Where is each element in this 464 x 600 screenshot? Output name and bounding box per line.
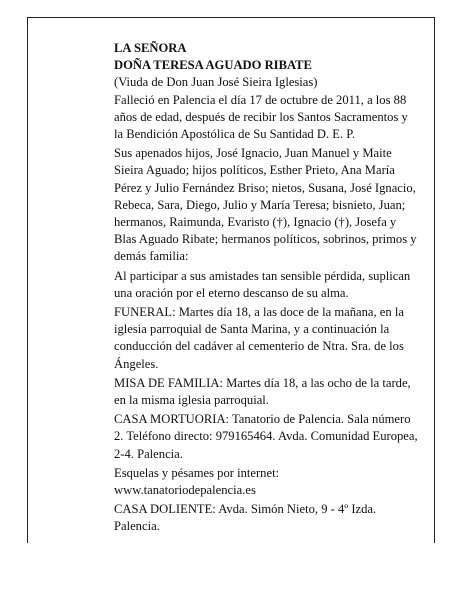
- online-condolences-url[interactable]: www.tanatoriodepalencia.es: [114, 483, 256, 498]
- family-paragraph: Sus apenados hijos, José Ignacio, Juan Manuel y Maite Sieira Aguado; hijos políticos, Esther Prieto, Ana María Pérez y Julio Fernández Briso; nietos, Susana, José Ignacio, Rebeca, Sara, Diego, Julio y María Teresa; bisnieto, Juan; hermanos, Raimunda, Evaristo (†), Ignacio (†), Josefa y Blas Aguado Ribate; hermanos políticos, sobrinos, primos y demás familia:: [114, 146, 417, 264]
- online-condolences-label: Esquelas y pésames por internet:: [114, 465, 280, 480]
- obituary-notice: [114, 40, 419, 536]
- funeral-paragraph: FUNERAL: Martes día 18, a las doce de la mañana, en la iglesia parroquial de Santa Marina, y a continuación la conducción del cadáver al cementerio de Ntra. Sra. de los Ángeles.: [114, 305, 404, 371]
- notice-title-line-1: LA SEÑORA: [114, 41, 187, 55]
- widow-of-line: (Viuda de Don Juan José Sieira Iglesias): [114, 75, 318, 90]
- death-notice-paragraph: Falleció en Palencia el día 17 de octubre de 2011, a los 88 años de edad, después de recibir los Santos Sacramentos y la Bendición Apostólica de Su Santidad D. E. P.: [114, 92, 408, 142]
- funeral-home-paragraph: CASA MORTUORIA: Tanatorio de Palencia. Sala número 2. Teléfono directo: 979165464. Avda. Comunidad Europea, 2-4. Palencia.: [114, 412, 418, 461]
- family-mass-paragraph: MISA DE FAMILIA: Martes día 18, a las ocho de la tarde, en la misma iglesia parroquial.: [114, 375, 411, 408]
- notice-title-line-2: DOÑA TERESA AGUADO RIBATE: [114, 58, 312, 73]
- grieving-home-paragraph: CASA DOLIENTE: Avda. Simón Nieto, 9 - 4º Izda. Palencia.: [114, 502, 377, 534]
- request-paragraph: Al participar a sus amistades tan sensible pérdida, suplican una oración por el eterno descanso de su alma.: [114, 268, 411, 300]
